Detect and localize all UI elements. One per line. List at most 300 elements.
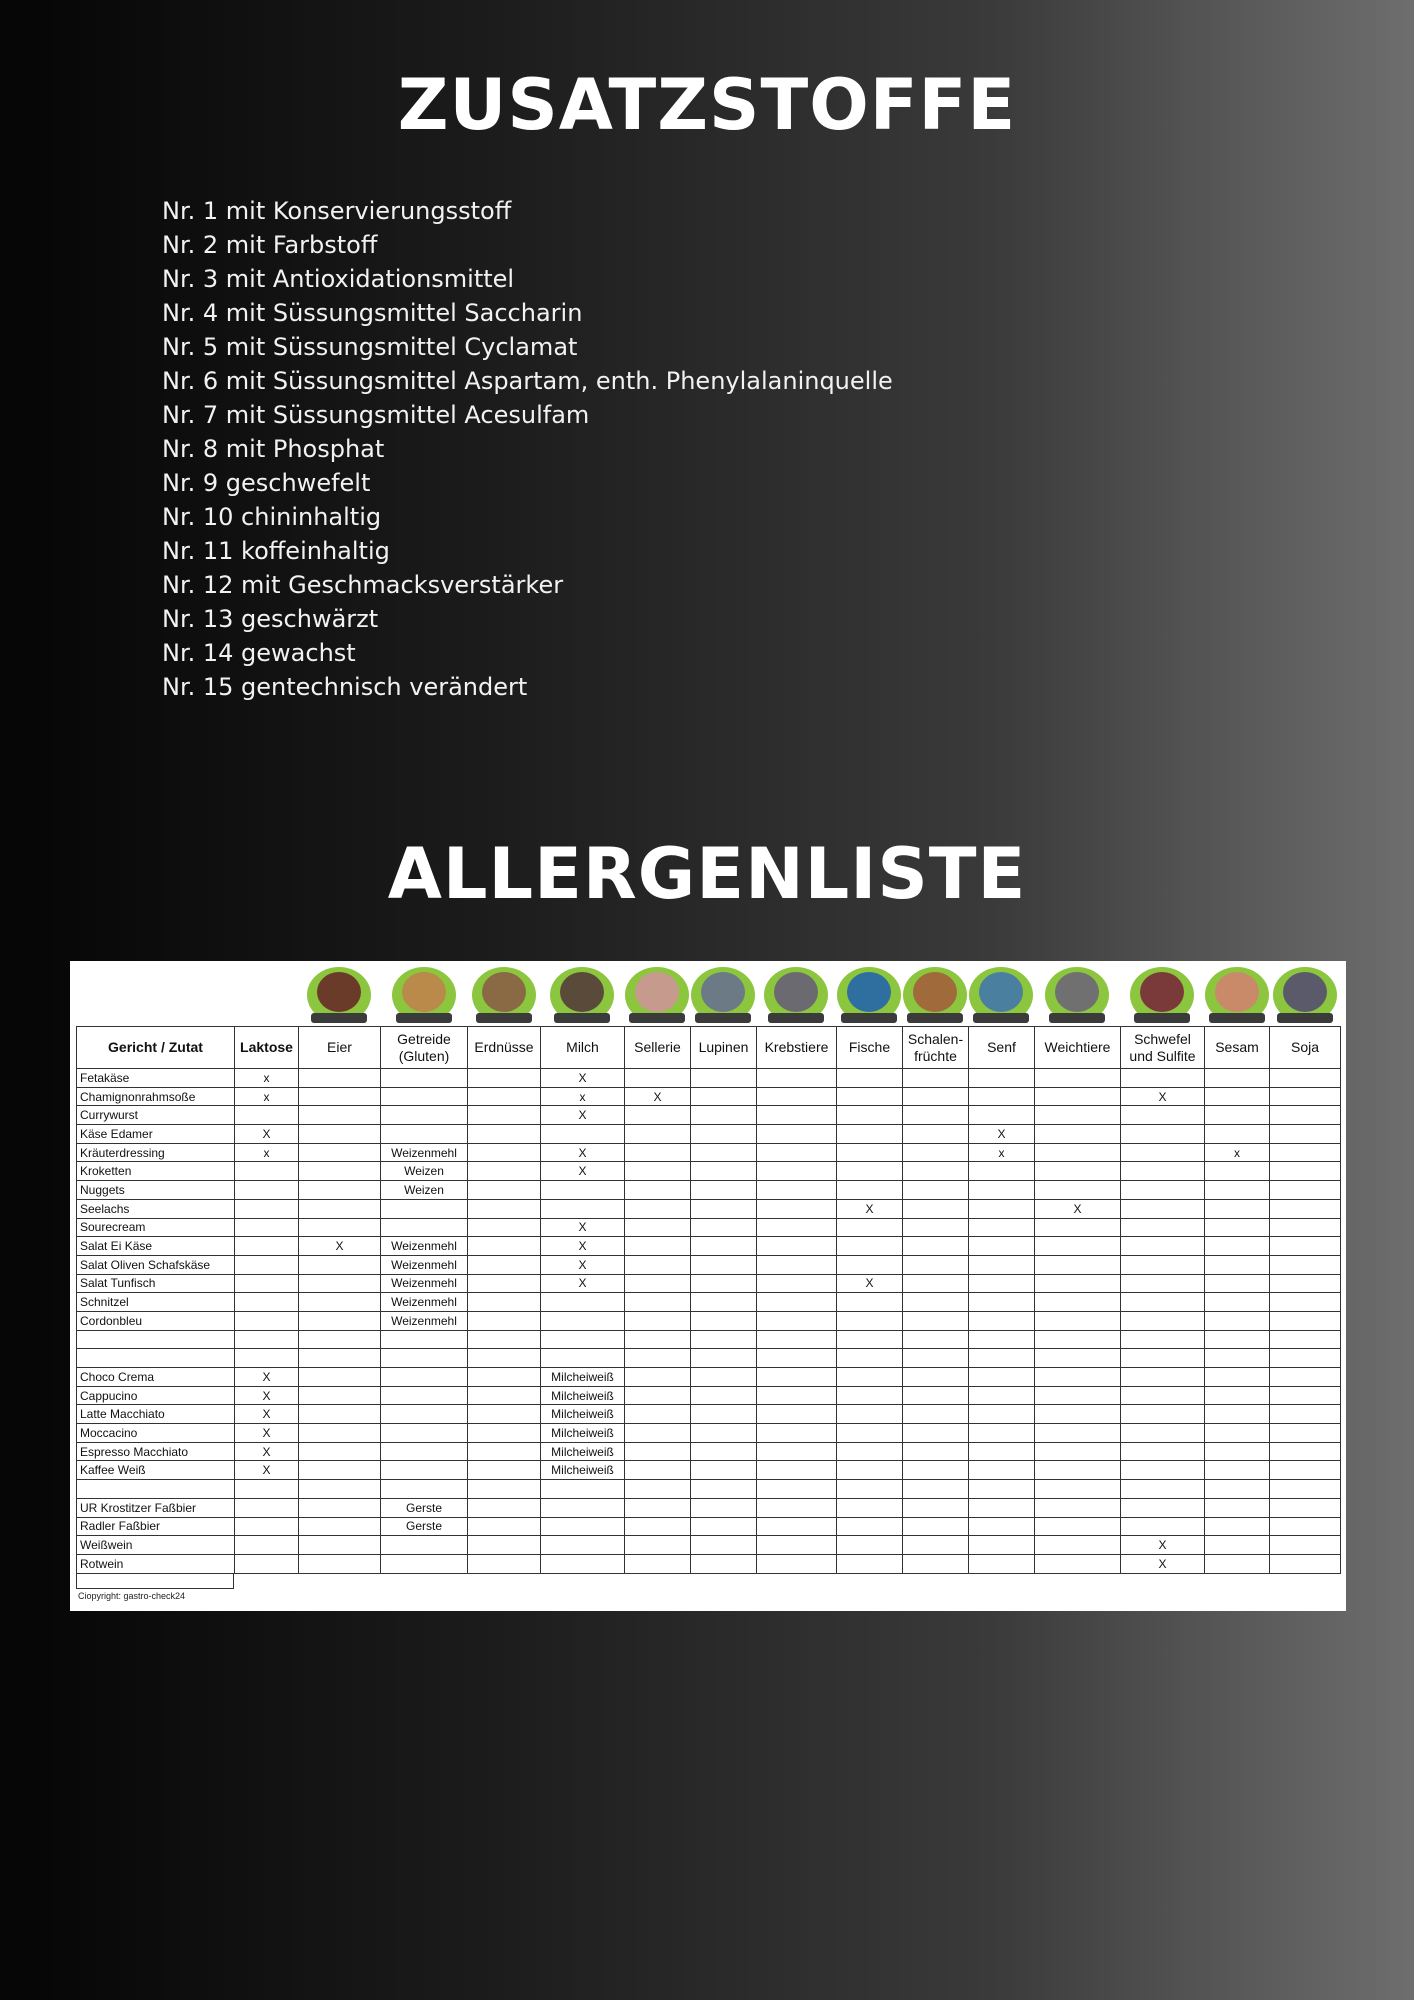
allergen-cell bbox=[837, 1311, 903, 1330]
allergen-cell bbox=[969, 1480, 1035, 1499]
allergen-cell bbox=[1121, 1199, 1205, 1218]
allergen-cell: X bbox=[235, 1125, 299, 1144]
allergen-cell bbox=[903, 1536, 969, 1555]
allergen-cell bbox=[235, 1255, 299, 1274]
allergen-cell bbox=[299, 1442, 381, 1461]
allergen-cell bbox=[1205, 1386, 1270, 1405]
allergen-cell bbox=[1035, 1480, 1121, 1499]
dish-name-cell: Weißwein bbox=[77, 1536, 235, 1555]
allergen-cell bbox=[691, 1181, 757, 1200]
eier-icon bbox=[307, 967, 371, 1027]
allergen-cell bbox=[468, 1125, 541, 1144]
allergen-cell bbox=[903, 1106, 969, 1125]
allergen-cell bbox=[468, 1424, 541, 1443]
allergen-cell bbox=[1121, 1424, 1205, 1443]
allergenliste-title: ALLERGENLISTE bbox=[387, 833, 1027, 915]
allergen-cell bbox=[235, 1517, 299, 1536]
allergen-cell bbox=[837, 1106, 903, 1125]
allergen-cell bbox=[468, 1405, 541, 1424]
allergen-cell bbox=[468, 1330, 541, 1349]
table-row bbox=[77, 1143, 1341, 1162]
allergen-cell bbox=[903, 1311, 969, 1330]
dish-name-cell: Salat Ei Käse bbox=[77, 1237, 235, 1256]
allergen-cell bbox=[757, 1069, 837, 1088]
allergen-cell bbox=[903, 1480, 969, 1499]
allergen-cell bbox=[541, 1330, 625, 1349]
allergen-cell bbox=[1121, 1274, 1205, 1293]
allergen-cell bbox=[1270, 1311, 1341, 1330]
dish-name-cell: Salat Oliven Schafskäse bbox=[77, 1255, 235, 1274]
allergen-cell bbox=[625, 1498, 691, 1517]
allergen-cell bbox=[691, 1517, 757, 1536]
allergen-cell bbox=[468, 1311, 541, 1330]
allergen-cell bbox=[1270, 1517, 1341, 1536]
dish-name-cell: Cordonbleu bbox=[77, 1311, 235, 1330]
allergen-cell bbox=[1205, 1069, 1270, 1088]
allergen-cell bbox=[1270, 1536, 1341, 1555]
allergen-cell bbox=[299, 1498, 381, 1517]
allergen-cell bbox=[1121, 1349, 1205, 1368]
allergen-cell bbox=[299, 1330, 381, 1349]
allergen-cell bbox=[1121, 1162, 1205, 1181]
allergen-cell: Weizenmehl bbox=[381, 1143, 468, 1162]
table-row bbox=[77, 1536, 1341, 1555]
allergen-cell bbox=[757, 1405, 837, 1424]
allergen-cell bbox=[1205, 1125, 1270, 1144]
allergen-cell bbox=[903, 1069, 969, 1088]
allergen-cell bbox=[468, 1293, 541, 1312]
zusatzstoff-item: Nr. 3 mit Antioxidationsmittel bbox=[162, 265, 515, 293]
allergen-cell bbox=[625, 1237, 691, 1256]
allergen-cell bbox=[1035, 1554, 1121, 1573]
allergen-cell: X bbox=[235, 1424, 299, 1443]
allergen-cell bbox=[903, 1274, 969, 1293]
allergen-cell bbox=[625, 1330, 691, 1349]
column-header: Gericht / Zutat bbox=[77, 1027, 235, 1069]
allergen-cell bbox=[1121, 1330, 1205, 1349]
allergen-cell bbox=[625, 1461, 691, 1480]
allergen-cell bbox=[299, 1087, 381, 1106]
table-row bbox=[77, 1293, 1341, 1312]
allergen-cell bbox=[1121, 1143, 1205, 1162]
allergen-cell: X bbox=[1121, 1087, 1205, 1106]
allergen-cell bbox=[625, 1293, 691, 1312]
allergen-cell bbox=[1121, 1106, 1205, 1125]
allergen-cell bbox=[1035, 1405, 1121, 1424]
allergen-cell bbox=[235, 1218, 299, 1237]
allergen-cell bbox=[969, 1349, 1035, 1368]
allergen-cell bbox=[837, 1143, 903, 1162]
allergen-cell bbox=[1035, 1274, 1121, 1293]
allergen-cell bbox=[691, 1106, 757, 1125]
allergen-cell bbox=[1270, 1554, 1341, 1573]
allergen-cell bbox=[299, 1162, 381, 1181]
allergen-cell bbox=[235, 1330, 299, 1349]
krebstiere-icon bbox=[764, 967, 828, 1027]
allergen-cell bbox=[837, 1498, 903, 1517]
allergen-cell bbox=[1270, 1069, 1341, 1088]
allergen-cell bbox=[1270, 1274, 1341, 1293]
allergen-cell bbox=[691, 1442, 757, 1461]
allergen-cell bbox=[903, 1442, 969, 1461]
allergen-cell bbox=[299, 1181, 381, 1200]
allergen-cell bbox=[1121, 1405, 1205, 1424]
allergen-cell bbox=[903, 1293, 969, 1312]
allergen-cell bbox=[625, 1106, 691, 1125]
column-header: Erdnüsse bbox=[468, 1027, 541, 1069]
allergen-cell bbox=[468, 1199, 541, 1218]
zusatzstoff-item: Nr. 8 mit Phosphat bbox=[162, 435, 385, 463]
table-row bbox=[77, 1386, 1341, 1405]
allergen-cell bbox=[299, 1554, 381, 1573]
allergen-cell bbox=[691, 1405, 757, 1424]
allergen-cell bbox=[541, 1498, 625, 1517]
column-header: Krebstiere bbox=[757, 1027, 837, 1069]
allergen-table bbox=[76, 1026, 1341, 1574]
allergen-cell: Weizenmehl bbox=[381, 1293, 468, 1312]
erdnuesse-icon bbox=[472, 967, 536, 1027]
table-row bbox=[77, 1368, 1341, 1387]
allergen-cell bbox=[235, 1162, 299, 1181]
dish-name-cell bbox=[77, 1349, 235, 1368]
allergen-cell bbox=[757, 1536, 837, 1555]
allergen-cell bbox=[1205, 1554, 1270, 1573]
allergen-cell bbox=[1270, 1498, 1341, 1517]
allergen-cell bbox=[903, 1386, 969, 1405]
allergen-cell bbox=[299, 1349, 381, 1368]
allergen-cell: X bbox=[541, 1237, 625, 1256]
allergen-cell bbox=[299, 1274, 381, 1293]
allergen-cell: Weizenmehl bbox=[381, 1274, 468, 1293]
table-row bbox=[77, 1199, 1341, 1218]
allergen-cell: X bbox=[541, 1274, 625, 1293]
allergen-cell: Weizenmehl bbox=[381, 1255, 468, 1274]
allergen-cell bbox=[468, 1087, 541, 1106]
allergen-cell bbox=[691, 1311, 757, 1330]
allergen-cell bbox=[235, 1498, 299, 1517]
allergen-cell bbox=[969, 1498, 1035, 1517]
allergen-cell bbox=[468, 1069, 541, 1088]
allergen-cell bbox=[381, 1554, 468, 1573]
allergen-cell bbox=[903, 1424, 969, 1443]
zusatzstoff-item: Nr. 2 mit Farbstoff bbox=[162, 231, 378, 259]
senf-icon bbox=[969, 967, 1033, 1027]
table-row bbox=[77, 1554, 1341, 1573]
allergen-cell bbox=[1205, 1424, 1270, 1443]
allergen-cell bbox=[1205, 1405, 1270, 1424]
allergen-cell: X bbox=[969, 1125, 1035, 1144]
zusatzstoff-item: Nr. 11 koffeinhaltig bbox=[162, 537, 390, 565]
allergen-cell bbox=[757, 1199, 837, 1218]
allergen-cell bbox=[757, 1293, 837, 1312]
allergen-cell bbox=[381, 1218, 468, 1237]
allergen-cell bbox=[299, 1368, 381, 1387]
allergen-cell bbox=[1205, 1181, 1270, 1200]
allergen-cell bbox=[969, 1199, 1035, 1218]
allergen-cell bbox=[1121, 1386, 1205, 1405]
allergen-cell bbox=[1121, 1498, 1205, 1517]
column-header: Getreide (Gluten) bbox=[381, 1027, 468, 1069]
allergen-cell bbox=[757, 1480, 837, 1499]
allergen-cell bbox=[1035, 1442, 1121, 1461]
allergen-cell bbox=[903, 1218, 969, 1237]
dish-name-cell: Sourecream bbox=[77, 1218, 235, 1237]
allergen-cell bbox=[757, 1087, 837, 1106]
allergen-cell: X bbox=[235, 1405, 299, 1424]
allergen-cell bbox=[235, 1536, 299, 1555]
allergen-cell bbox=[1270, 1181, 1341, 1200]
allergen-cell: X bbox=[837, 1274, 903, 1293]
allergen-cell bbox=[1035, 1143, 1121, 1162]
allergen-cell bbox=[1121, 1218, 1205, 1237]
allergen-cell bbox=[757, 1274, 837, 1293]
allergen-icon-row bbox=[70, 961, 1346, 1027]
allergen-cell bbox=[691, 1498, 757, 1517]
allergen-cell bbox=[837, 1330, 903, 1349]
allergen-cell bbox=[625, 1386, 691, 1405]
allergen-cell: Weizen bbox=[381, 1162, 468, 1181]
allergen-cell bbox=[903, 1143, 969, 1162]
allergen-cell: X bbox=[235, 1386, 299, 1405]
allergen-cell bbox=[691, 1162, 757, 1181]
allergen-cell bbox=[691, 1125, 757, 1144]
allergen-cell bbox=[1270, 1424, 1341, 1443]
column-header: Schwefel und Sulfite bbox=[1121, 1027, 1205, 1069]
allergen-cell bbox=[1035, 1311, 1121, 1330]
allergen-cell bbox=[691, 1069, 757, 1088]
allergen-cell bbox=[837, 1480, 903, 1499]
allergen-cell bbox=[235, 1349, 299, 1368]
allergen-cell bbox=[299, 1125, 381, 1144]
allergen-cell: Milcheiweiß bbox=[541, 1386, 625, 1405]
allergen-cell bbox=[299, 1405, 381, 1424]
allergen-cell bbox=[837, 1293, 903, 1312]
allergen-cell bbox=[837, 1181, 903, 1200]
allergen-cell bbox=[969, 1554, 1035, 1573]
zusatzstoff-item: Nr. 4 mit Süssungsmittel Saccharin bbox=[162, 299, 583, 327]
allergen-cell bbox=[837, 1424, 903, 1443]
allergen-cell bbox=[1270, 1143, 1341, 1162]
zusatzstoff-item: Nr. 14 gewachst bbox=[162, 639, 356, 667]
allergen-cell bbox=[903, 1255, 969, 1274]
milch-icon bbox=[550, 967, 614, 1027]
allergen-cell bbox=[837, 1405, 903, 1424]
allergen-cell bbox=[381, 1386, 468, 1405]
allergen-cell: Gerste bbox=[381, 1517, 468, 1536]
allergen-cell bbox=[757, 1162, 837, 1181]
allergen-cell bbox=[1270, 1162, 1341, 1181]
allergen-cell bbox=[1205, 1293, 1270, 1312]
allergen-cell bbox=[969, 1069, 1035, 1088]
allergen-cell bbox=[757, 1330, 837, 1349]
allergen-cell bbox=[1035, 1386, 1121, 1405]
dish-name-cell: Schnitzel bbox=[77, 1293, 235, 1312]
column-header: Sesam bbox=[1205, 1027, 1270, 1069]
allergen-cell bbox=[299, 1069, 381, 1088]
allergen-cell bbox=[903, 1087, 969, 1106]
allergen-cell bbox=[381, 1330, 468, 1349]
table-row bbox=[77, 1218, 1341, 1237]
dish-name-cell: Nuggets bbox=[77, 1181, 235, 1200]
allergen-cell bbox=[1035, 1368, 1121, 1387]
allergen-cell bbox=[1121, 1461, 1205, 1480]
allergen-cell bbox=[1121, 1311, 1205, 1330]
allergen-cell bbox=[1121, 1237, 1205, 1256]
table-row bbox=[77, 1424, 1341, 1443]
allergen-cell bbox=[903, 1517, 969, 1536]
allergen-cell bbox=[691, 1480, 757, 1499]
allergen-cell bbox=[1035, 1536, 1121, 1555]
allergen-cell bbox=[1270, 1442, 1341, 1461]
allergen-cell: X bbox=[235, 1461, 299, 1480]
allergen-cell bbox=[1270, 1480, 1341, 1499]
allergen-cell bbox=[1270, 1218, 1341, 1237]
allergen-cell bbox=[625, 1442, 691, 1461]
dish-name-cell: Radler Faßbier bbox=[77, 1517, 235, 1536]
allergen-cell bbox=[468, 1517, 541, 1536]
allergen-cell bbox=[691, 1237, 757, 1256]
allergen-cell bbox=[757, 1143, 837, 1162]
allergen-cell bbox=[1121, 1181, 1205, 1200]
allergen-cell: Weizenmehl bbox=[381, 1237, 468, 1256]
dish-name-cell: Kaffee Weiß bbox=[77, 1461, 235, 1480]
allergen-cell bbox=[625, 1069, 691, 1088]
allergen-cell: X bbox=[235, 1368, 299, 1387]
allergen-cell: X bbox=[541, 1162, 625, 1181]
dish-name-cell: Salat Tunfisch bbox=[77, 1274, 235, 1293]
allergen-cell bbox=[757, 1125, 837, 1144]
allergen-cell bbox=[1035, 1162, 1121, 1181]
allergen-cell bbox=[1035, 1106, 1121, 1125]
allergen-cell bbox=[1205, 1498, 1270, 1517]
table-row bbox=[77, 1517, 1341, 1536]
allergen-cell bbox=[969, 1517, 1035, 1536]
allergen-cell: X bbox=[837, 1199, 903, 1218]
allergen-cell bbox=[1270, 1125, 1341, 1144]
allergen-cell bbox=[837, 1349, 903, 1368]
dish-name-cell bbox=[77, 1330, 235, 1349]
allergen-cell bbox=[299, 1536, 381, 1555]
allergen-cell bbox=[235, 1237, 299, 1256]
allergen-cell bbox=[691, 1293, 757, 1312]
allergen-cell bbox=[299, 1199, 381, 1218]
allergen-cell: X bbox=[541, 1143, 625, 1162]
zusatzstoffe-title: ZUSATZSTOFFE bbox=[397, 64, 1017, 146]
allergen-cell bbox=[381, 1069, 468, 1088]
allergen-cell bbox=[691, 1087, 757, 1106]
zusatzstoff-item: Nr. 6 mit Süssungsmittel Aspartam, enth. Phenylalaninquelle bbox=[162, 367, 893, 395]
table-row bbox=[77, 1087, 1341, 1106]
allergen-cell bbox=[381, 1442, 468, 1461]
allergen-cell bbox=[235, 1554, 299, 1573]
dish-name-cell: Rotwein bbox=[77, 1554, 235, 1573]
allergen-cell bbox=[235, 1311, 299, 1330]
allergen-cell bbox=[837, 1368, 903, 1387]
lupinen-icon bbox=[691, 967, 755, 1027]
allergen-cell bbox=[299, 1106, 381, 1125]
allergen-cell: x bbox=[1205, 1143, 1270, 1162]
allergen-cell bbox=[837, 1125, 903, 1144]
allergen-cell bbox=[299, 1143, 381, 1162]
allergen-cell bbox=[299, 1255, 381, 1274]
allergen-cell bbox=[837, 1162, 903, 1181]
allergen-cell bbox=[837, 1461, 903, 1480]
allergen-cell bbox=[969, 1255, 1035, 1274]
dish-name-cell: Choco Crema bbox=[77, 1368, 235, 1387]
allergen-cell bbox=[1205, 1199, 1270, 1218]
dish-name-cell: Currywurst bbox=[77, 1106, 235, 1125]
allergen-cell bbox=[691, 1386, 757, 1405]
allergen-cell: x bbox=[235, 1069, 299, 1088]
allergen-cell bbox=[1270, 1349, 1341, 1368]
allergen-cell bbox=[1035, 1218, 1121, 1237]
allergen-cell bbox=[837, 1442, 903, 1461]
allergen-cell bbox=[757, 1424, 837, 1443]
allergen-cell: Milcheiweiß bbox=[541, 1424, 625, 1443]
allergen-cell bbox=[1205, 1536, 1270, 1555]
allergen-cell bbox=[837, 1554, 903, 1573]
zusatzstoff-item: Nr. 5 mit Süssungsmittel Cyclamat bbox=[162, 333, 578, 361]
allergen-cell bbox=[541, 1181, 625, 1200]
allergen-cell bbox=[1270, 1330, 1341, 1349]
allergen-cell bbox=[903, 1368, 969, 1387]
table-row bbox=[77, 1498, 1341, 1517]
allergen-cell bbox=[381, 1536, 468, 1555]
allergen-cell bbox=[468, 1498, 541, 1517]
allergen-cell bbox=[625, 1199, 691, 1218]
allergen-cell bbox=[969, 1181, 1035, 1200]
allergen-cell bbox=[1121, 1442, 1205, 1461]
allergen-cell bbox=[625, 1125, 691, 1144]
table-row bbox=[77, 1349, 1341, 1368]
table-row bbox=[77, 1125, 1341, 1144]
schalenfruechte-icon bbox=[903, 967, 967, 1027]
allergen-cell bbox=[691, 1330, 757, 1349]
allergen-sheet bbox=[70, 961, 1346, 1611]
allergen-cell bbox=[468, 1386, 541, 1405]
allergen-cell bbox=[541, 1480, 625, 1499]
allergen-cell bbox=[903, 1162, 969, 1181]
dish-name-cell: Latte Macchiato bbox=[77, 1405, 235, 1424]
allergen-cell bbox=[1205, 1218, 1270, 1237]
allergen-cell bbox=[757, 1498, 837, 1517]
allergen-cell bbox=[468, 1536, 541, 1555]
allergen-cell bbox=[1121, 1125, 1205, 1144]
zusatzstoff-item: Nr. 1 mit Konservierungsstoff bbox=[162, 197, 512, 225]
allergen-cell bbox=[969, 1218, 1035, 1237]
allergen-cell bbox=[468, 1162, 541, 1181]
column-header: Laktose bbox=[235, 1027, 299, 1069]
allergen-cell bbox=[969, 1237, 1035, 1256]
allergen-cell bbox=[299, 1386, 381, 1405]
allergen-cell bbox=[625, 1311, 691, 1330]
allergen-cell bbox=[691, 1461, 757, 1480]
allergen-cell bbox=[1035, 1069, 1121, 1088]
allergen-cell bbox=[757, 1442, 837, 1461]
allergen-cell bbox=[1035, 1461, 1121, 1480]
allergen-cell bbox=[541, 1536, 625, 1555]
allergen-cell bbox=[625, 1255, 691, 1274]
allergen-cell bbox=[541, 1293, 625, 1312]
allergen-cell bbox=[691, 1218, 757, 1237]
allergen-cell bbox=[1205, 1162, 1270, 1181]
allergen-cell bbox=[468, 1274, 541, 1293]
zusatzstoff-item: Nr. 15 gentechnisch verändert bbox=[162, 673, 528, 701]
allergen-cell: X bbox=[1121, 1536, 1205, 1555]
allergen-cell bbox=[903, 1181, 969, 1200]
allergen-cell bbox=[235, 1106, 299, 1125]
allergen-cell bbox=[757, 1349, 837, 1368]
